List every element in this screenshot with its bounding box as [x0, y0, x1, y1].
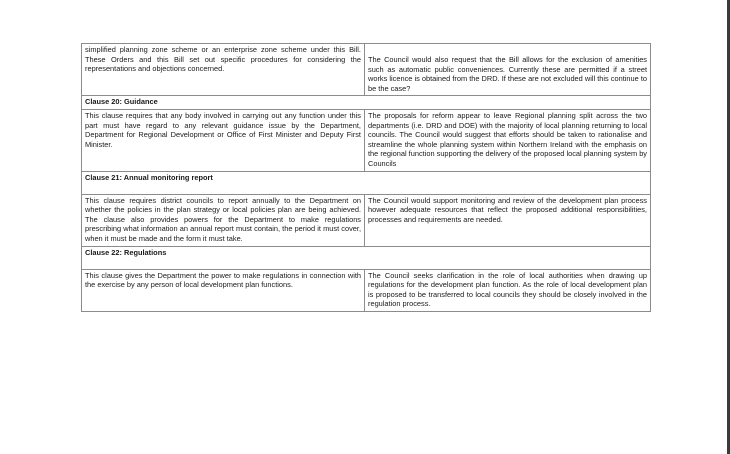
- clause-20-heading: Clause 20: Guidance: [82, 96, 651, 110]
- table-row: [82, 44, 651, 96]
- table-row: [82, 109, 651, 171]
- table-row: [82, 194, 651, 246]
- bill-text-cell: This clause gives the Department the power to make regulations in connection with the exercise by any person of local development plan functions.: [82, 269, 365, 311]
- bill-text-cell: This clause requires that any body involved in carrying out any function under this part must have regard to any relevant guidance issue by the Department, Department for Regional Development or Office of First Minister and Deputy First Minister.: [82, 109, 365, 171]
- table-row: [82, 269, 651, 311]
- clause-22-heading: Clause 22: Regulations: [82, 246, 651, 269]
- clause-heading-row: [82, 246, 651, 269]
- council-response-cell: The proposals for reform appear to leave Regional planning split across the two departments (i.e. DRD and DOE) with the majority of local planning returning to local councils. The Council would suggest that efforts should be taken to rationalise and streamline the whole planning system within Northern Ireland with the emphasis on the regional function supporting the delivery of the proposed local planning system by Councils: [365, 109, 651, 171]
- clause-21-heading: Clause 21: Annual monitoring report: [82, 171, 651, 194]
- council-response-cell: [365, 44, 651, 96]
- bill-text-cell: This clause requires district councils to report annually to the Department on whether the policies in the plan strategy or local policies plan are being achieved. The clause also provides powers for the Department to make regulations prescribing what information an annual report must contain, the period it must cover, when it must be made and the form it must take.: [82, 194, 365, 246]
- bill-text-cell: simplified planning zone scheme or an enterprise zone scheme under this Bill. These Orders and this Bill set out specific procedures for considering the representations and objections concerned.: [82, 44, 365, 96]
- council-response-text: The Council would also request that the Bill allows for the exclusion of amenities such as automatic public conveniences. Currently these are permitted if a street works licence is obtained from the DRD. If these are not excluded will this continue to be the case?: [368, 55, 647, 93]
- council-response-cell: The Council seeks clarification in the role of local authorities when drawing up regulations for the development plan function. As the role of local development plan is proposed to be transferred to local councils they should be closely involved in the regulation process.: [365, 269, 651, 311]
- clauses-table: [81, 43, 651, 312]
- council-response-cell: The Council would support monitoring and review of the development plan process however adequate resources that reflect the proposed additional responsibilities, processes and requirements are needed.: [365, 194, 651, 246]
- clause-heading-row: [82, 96, 651, 110]
- clause-heading-row: [82, 171, 651, 194]
